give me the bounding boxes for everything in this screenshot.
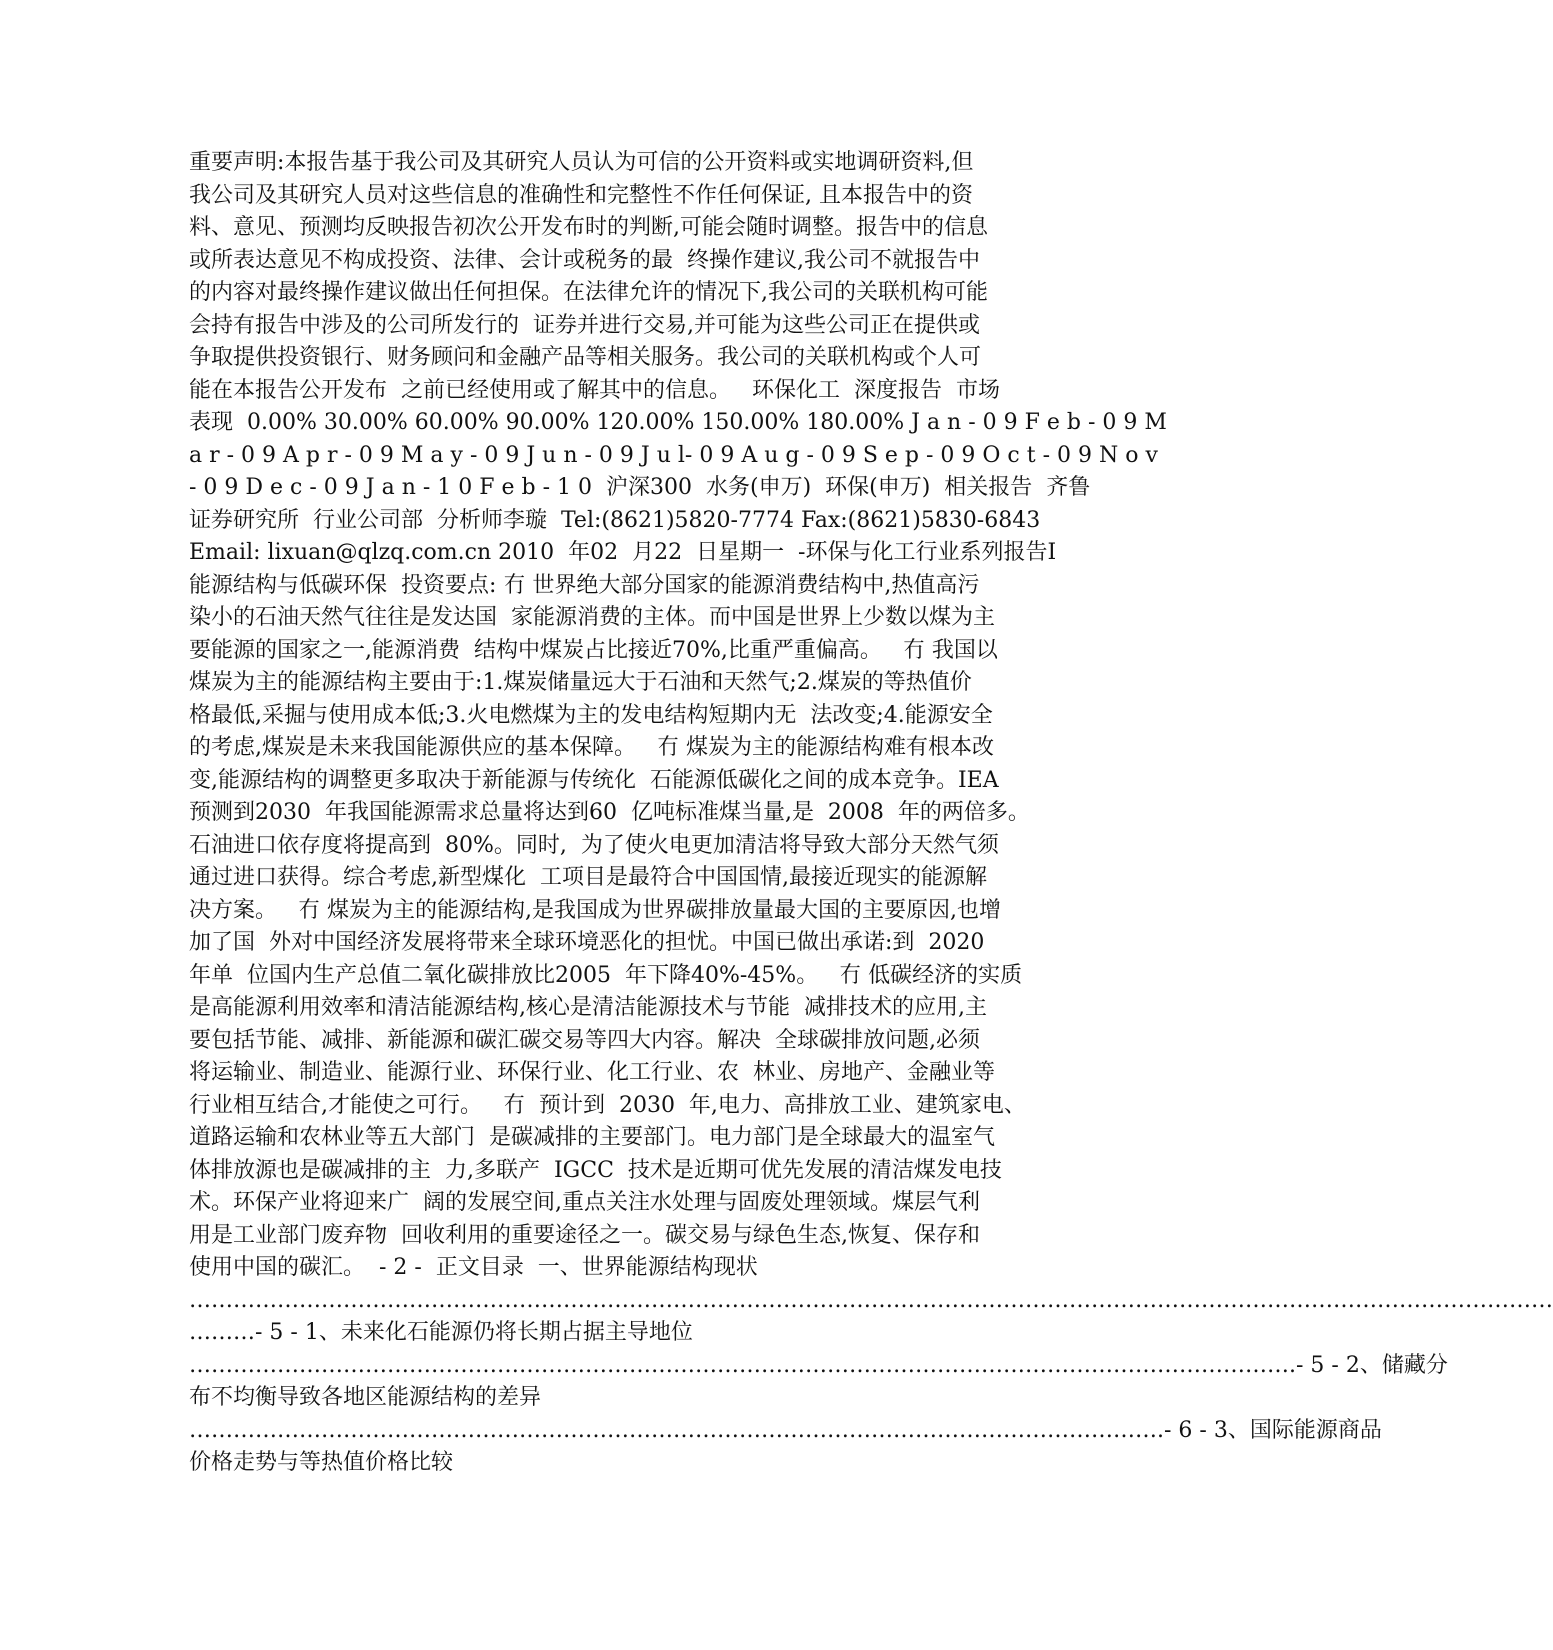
text-line: 用是工业部门废弃物 回收利用的重要途径之一。碳交易与绿色生态,恢复、保存和 xyxy=(189,1222,980,1248)
text-line: 要能源的国家之一,能源消费 结构中煤炭占比接近70%,比重严重偏高。 冇 我国以 xyxy=(189,637,998,663)
toc-line: 价格走势与等热值价格比较 xyxy=(189,1450,454,1475)
text-line: a r - 0 9 A p r - 0 9 M a y - 0 9 J u n - 0 9 J u l- 0 9 A u g - 0 9 S e p - 0 9 O c t - 0 9 N o v xyxy=(189,442,1158,468)
text-line: 体排放源也是碳减排的主 力,多联产 IGCC 技术是近期可优先发展的清洁煤发电技 xyxy=(189,1157,1002,1183)
toc-line: …………………………………………………………………………………………………………………….- 6 - 3、国际能源商品 xyxy=(189,1417,1382,1443)
text-line: 的考虑,煤炭是未来我国能源供应的基本保障。 冇 煤炭为主的能源结构难有根本改 xyxy=(189,735,994,760)
text-line: 术。环保产业将迎来广 阔的发展空间,重点关注水处理与固废处理领域。煤层气利 xyxy=(189,1190,980,1215)
text-line: 道路运输和农林业等五大部门 是碳减排的主要部门。电力部门是全球最大的温室气 xyxy=(189,1125,995,1150)
text-line: 料、意见、预测均反映报告初次公开发布时的判断,可能会随时调整。报告中的信息 xyxy=(189,215,988,240)
text-line: 是高能源利用效率和清洁能源结构,核心是清洁能源技术与节能 减排技术的应用,主 xyxy=(189,995,987,1020)
toc-line: 布不均衡导致各地区能源结构的差异 xyxy=(189,1385,542,1410)
text-line: 染小的石油天然气往往是发达国 家能源消费的主体。而中国是世界上少数以煤为主 xyxy=(189,605,995,630)
text-line: 煤炭为主的能源结构主要由于:1.煤炭储量远大于石油和天然气;2.煤炭的等热值价 xyxy=(189,670,972,695)
text-line: 重要声明:本报告基于我公司及其研究人员认为可信的公开资料或实地调研资料,但 xyxy=(189,150,974,175)
text-line: 使用中国的碳汇。 - 2 - 正文目录 一、世界能源结构现状 xyxy=(189,1255,758,1280)
toc-line: ………- 5 - 1、未来化石能源仍将长期占据主导地位 xyxy=(189,1320,693,1345)
text-line: 通过进口获得。综合考虑,新型煤化 工项目是最符合中国国情,最接近现实的能源解 xyxy=(189,865,987,890)
text-line: 证券研究所 行业公司部 分析师李璇 Tel:(8621)5820-7774 Fax:(8621)5830-6843 xyxy=(189,507,1041,533)
text-line: 能源结构与低碳环保 投资要点: 冇 世界绝大部分国家的能源消费结构中,热值高污 xyxy=(189,572,980,598)
text-line: 将运输业、制造业、能源行业、环保行业、化工行业、农 林业、房地产、金融业等 xyxy=(189,1060,995,1085)
text-line: 的内容对最终操作建议做出任何担保。在法律允许的情况下,我公司的关联机构可能 xyxy=(189,280,988,305)
text-line: 或所表达意见不构成投资、法律、会计或税务的最 终操作建议,我公司不就报告中 xyxy=(189,247,980,273)
text-line: 预测到2030 年我国能源需求总量将达到60 亿吨标准煤当量,是 2008 年的两倍多。 xyxy=(189,800,1030,825)
text-line: 决方案。 冇 煤炭为主的能源结构,是我国成为世界碳排放量最大国的主要原因,也增 xyxy=(189,897,1001,923)
text-line: 我公司及其研究人员对这些信息的准确性和完整性不作任何保证, 且本报告中的资 xyxy=(189,182,973,208)
text-line: 会持有报告中涉及的公司所发行的 证券并进行交易,并可能为这些公司正在提供或 xyxy=(189,312,980,338)
text-line: 年单 位国内生产总值二氧化碳排放比2005 年下降40%-45%。 冇 低碳经济的实质 xyxy=(189,962,1023,988)
report-text xyxy=(189,147,1553,1480)
text-line: 要包括节能、减排、新能源和碳汇碳交易等四大内容。解决 全球碳排放问题,必须 xyxy=(189,1027,980,1053)
text-line: 石油进口依存度将提高到 80%。同时, 为了使火电更加清洁将导致大部分天然气须 xyxy=(189,832,999,858)
text-line: 争取提供投资银行、财务顾问和金融产品等相关服务。我公司的关联机构或个人可 xyxy=(189,345,982,370)
text-line: 变,能源结构的调整更多取决于新能源与传统化 石能源低碳化之间的成本竞争。IEA xyxy=(189,767,999,793)
text-line: 加了国 外对中国经济发展将带来全球环境恶化的担忧。中国已做出承诺:到 2020 xyxy=(189,930,985,955)
text-line: - 0 9 D e c - 0 9 J a n - 1 0 F e b - 1 0 沪深300 水务(申万) 环保(申万) 相关报告 齐鲁 xyxy=(189,475,1091,500)
text-line: Email: lixuan@qlzq.com.cn 2010 年02 月22 日星期一 -环保与化工行业系列报告I xyxy=(189,540,1057,565)
text-line: 行业相互结合,才能使之可行。 冇 预计到 2030 年,电力、高排放工业、建筑家电、 xyxy=(189,1092,1026,1118)
text-line: 表现 0.00% 30.00% 60.00% 90.00% 120.00% 150.00% 180.00% J a n - 0 9 F e b - 0 9 M xyxy=(189,410,1167,435)
text-line: 能在本报告公开发布 之前已经使用或了解其中的信息。 环保化工 深度报告 市场 xyxy=(189,377,1000,403)
toc-line: …………………………………………………………………………………………………………………………………….- 5 - 2、储藏分 xyxy=(189,1352,1448,1378)
toc-line: …………………………………………………………………………………………………………………………………………………………………… xyxy=(189,1287,1553,1313)
text-line: 格最低,采掘与使用成本低;3.火电燃煤为主的发电结构短期内无 法改变;4.能源安全 xyxy=(189,702,993,728)
